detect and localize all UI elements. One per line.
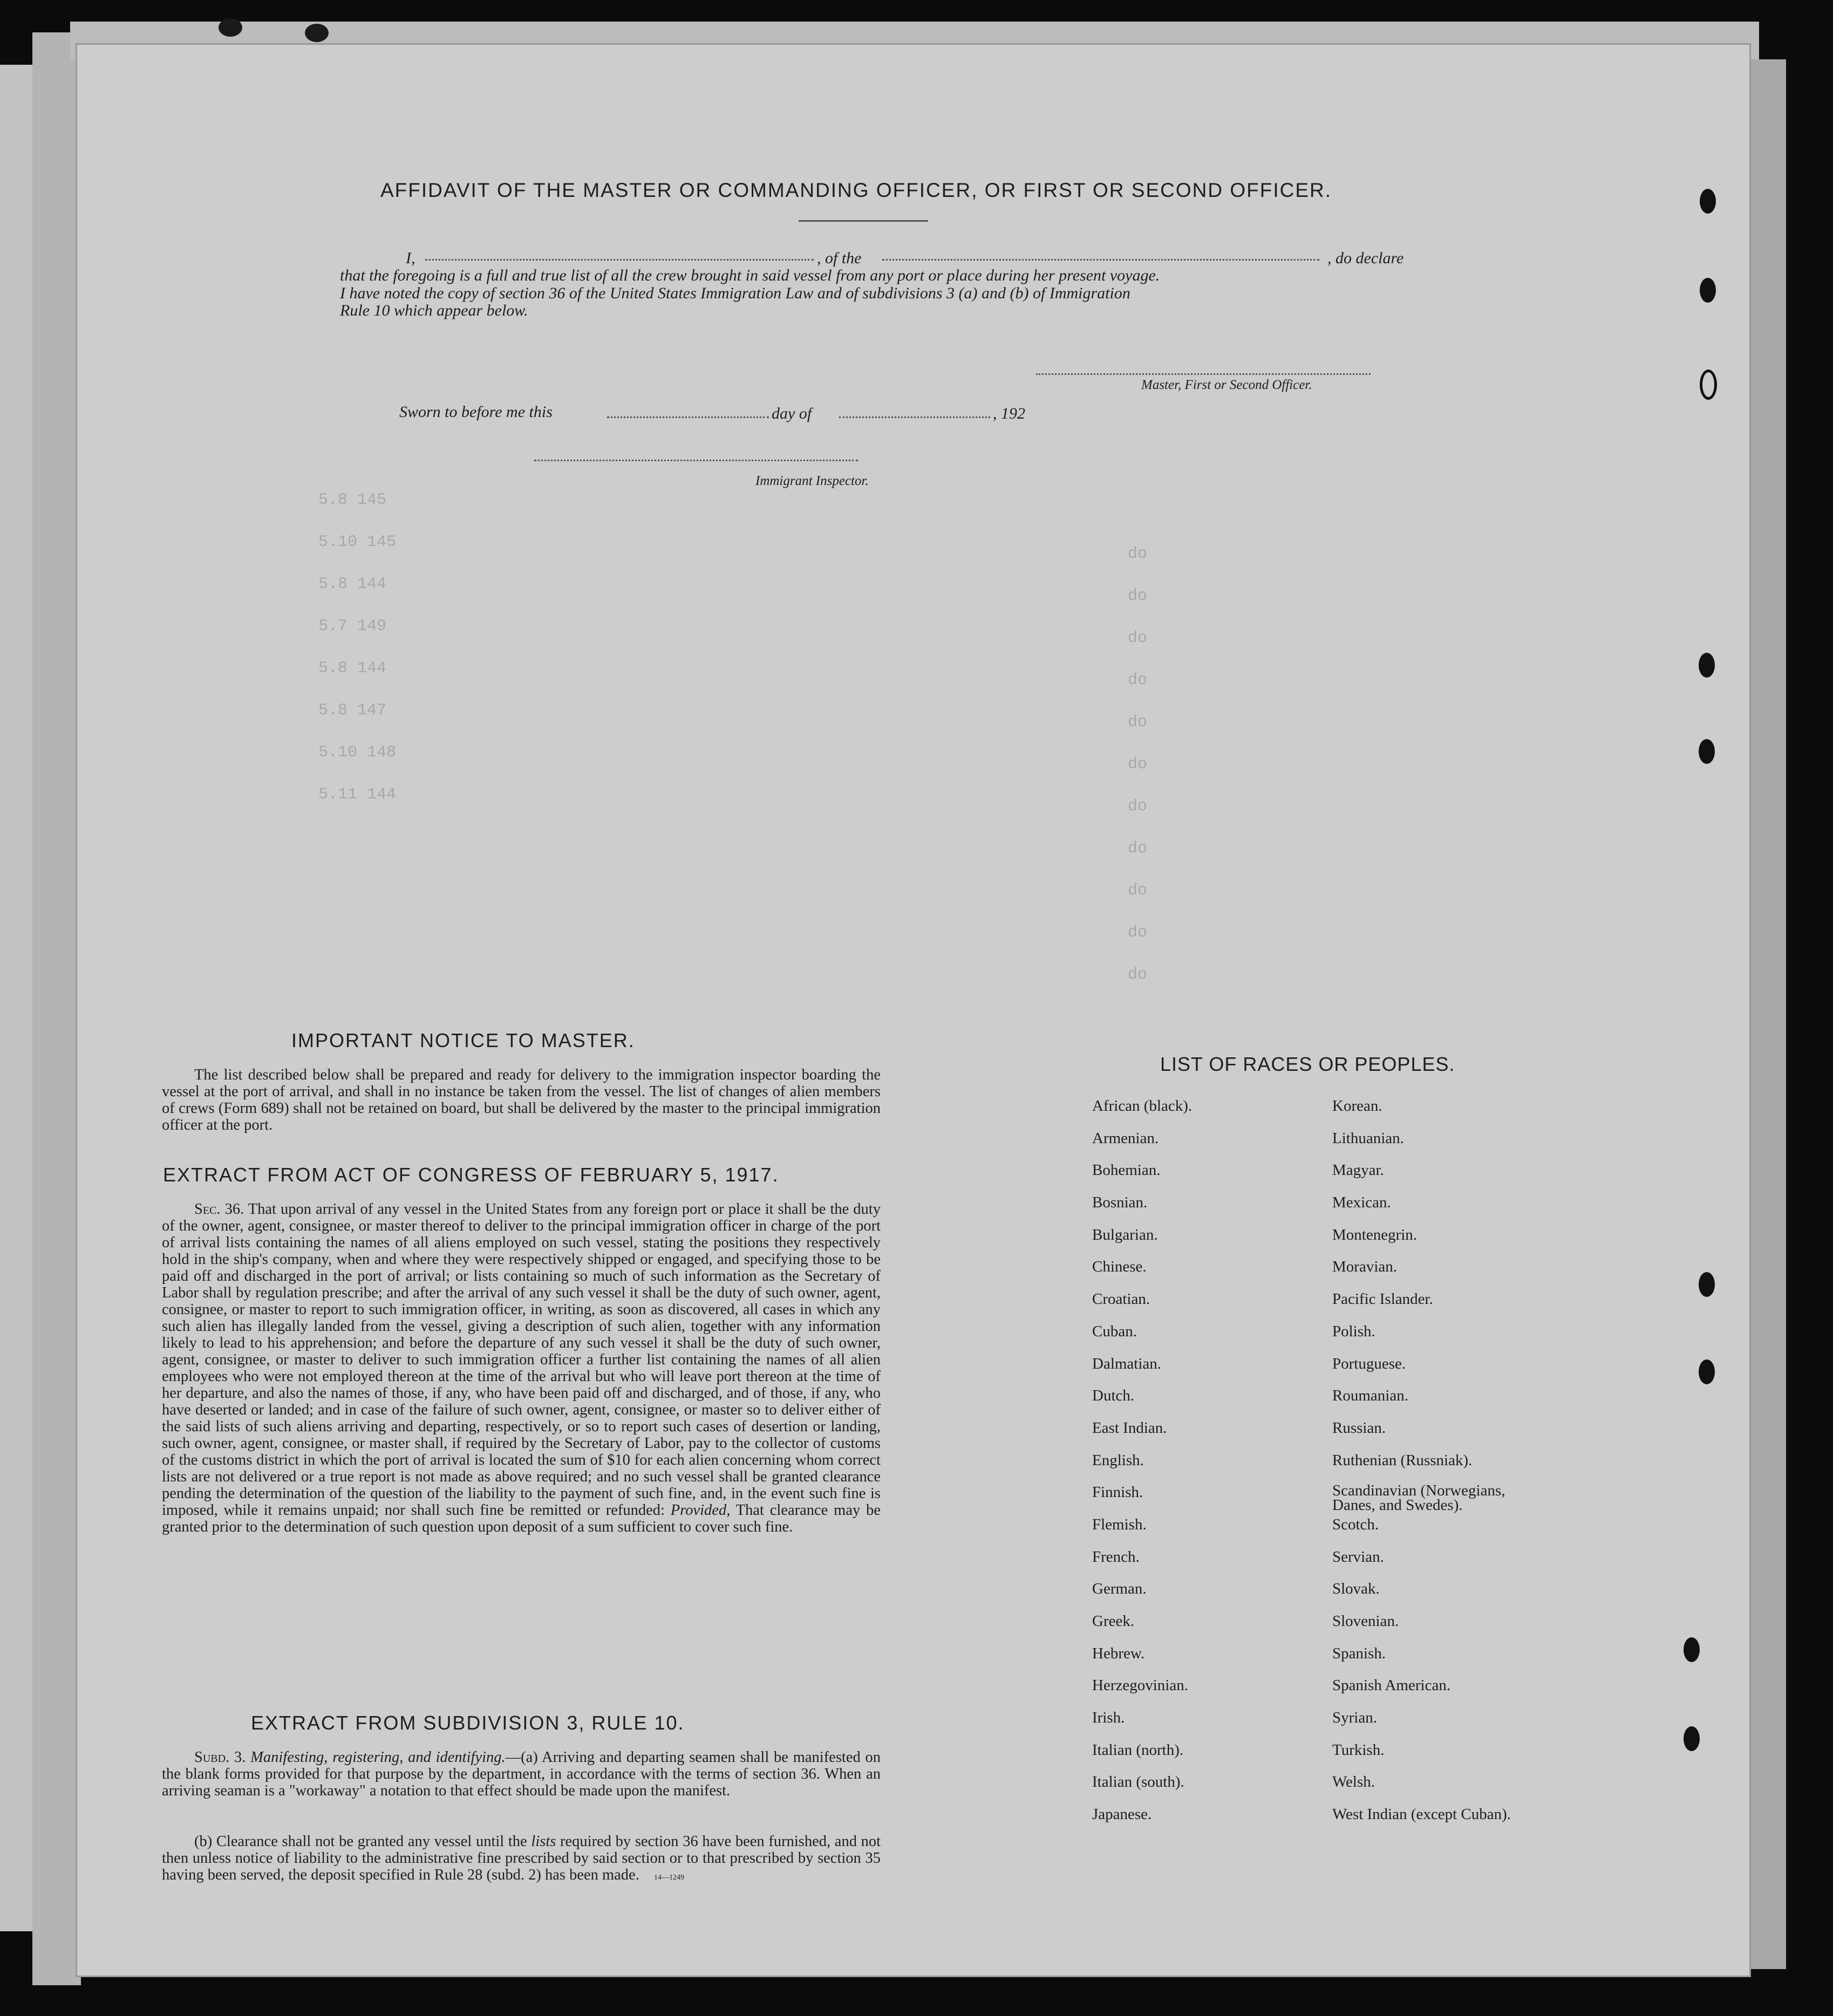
race-row xyxy=(1092,1226,1511,1259)
race-right: Syrian. xyxy=(1332,1709,1377,1727)
race-right: Korean. xyxy=(1332,1097,1382,1115)
rule-heading: Manifesting, registering, and identifying. xyxy=(250,1749,506,1766)
rule-b-body-2: required by section 36 have been furnished, and not then unless notice of liability to the administrative fine prescribed by said section or to that prescribed by section 35 having been served, the deposit specified in Rule 28 (subd. 2) has been made. xyxy=(162,1833,881,1883)
race-row xyxy=(1092,1484,1511,1516)
declare-label: , do declare xyxy=(1327,249,1404,267)
race-left: Herzegovinian. xyxy=(1092,1677,1188,1694)
punch-hole xyxy=(1699,653,1715,678)
punch-hole xyxy=(1699,1272,1715,1297)
race-right: Servian. xyxy=(1332,1548,1384,1566)
race-left: Croatian. xyxy=(1092,1290,1150,1308)
punch-hole xyxy=(1700,370,1717,400)
race-right: Pacific Islander. xyxy=(1332,1290,1433,1308)
back-sheet-left xyxy=(32,32,81,1985)
race-left: Bohemian. xyxy=(1092,1161,1161,1179)
rule-a-text xyxy=(162,1749,881,1799)
punch-hole xyxy=(1699,739,1715,764)
race-left: Flemish. xyxy=(1092,1515,1147,1533)
officer-signature-label: Master, First or Second Officer. xyxy=(1141,378,1312,392)
race-row xyxy=(1092,1355,1511,1388)
punch-hole xyxy=(1700,189,1716,214)
race-row xyxy=(1092,1130,1511,1162)
rule-title: EXTRACT FROM SUBDIVISION 3, RULE 10. xyxy=(251,1712,685,1734)
race-left: French. xyxy=(1092,1548,1140,1566)
race-row xyxy=(1092,1677,1511,1709)
rule-a-body: Arriving and departing seamen shall be manifested on the blank forms provided for that purpose by the department, in accordance with the terms of section 36. When an arriving seaman is a "workaway" a notation to that effect should be made upon the manifest. xyxy=(162,1749,881,1799)
race-left: English. xyxy=(1092,1451,1144,1469)
race-left: Hebrew. xyxy=(1092,1644,1145,1662)
affidavit-line4: Rule 10 which appear below. xyxy=(340,302,528,319)
sworn-month-field[interactable] xyxy=(839,416,990,418)
sworn-day-field[interactable] xyxy=(607,416,769,418)
title-rule xyxy=(799,220,928,222)
race-left: Finnish. xyxy=(1092,1484,1143,1501)
race-row xyxy=(1092,1452,1511,1484)
race-right: Scotch. xyxy=(1332,1515,1379,1533)
race-row xyxy=(1092,1194,1511,1226)
declarant-line xyxy=(406,249,415,268)
race-right: Roumanian. xyxy=(1332,1387,1408,1405)
race-left: Armenian. xyxy=(1092,1129,1159,1147)
act-proviso: Provided, xyxy=(670,1502,731,1519)
affidavit-line3: I have noted the copy of section 36 of the United States Immigration Law and of subdivisions 3 (a) and (b) of Immigration xyxy=(340,284,1130,302)
inspector-signature-field[interactable] xyxy=(534,460,858,461)
race-right: Magyar. xyxy=(1332,1161,1384,1179)
officer-signature-field[interactable] xyxy=(1036,373,1371,375)
race-right: Scandinavian (Norwegians, Danes, and Swedes). xyxy=(1332,1482,1505,1514)
race-right: Portuguese. xyxy=(1332,1355,1406,1372)
rule-subdivision-label: Subd. 3. xyxy=(194,1749,246,1766)
notice-text: The list described below shall be prepared and ready for delivery to the immigration inspector boarding the vessel at the port of arrival, and shall in no instance be taken from the vessel. The list of changes of alien members of crews (Form 689) shall not be retained on board, but shall be delivered by the master to the principal immigration officer at the port. xyxy=(162,1067,881,1133)
race-left: Irish. xyxy=(1092,1709,1125,1727)
race-row xyxy=(1092,1612,1511,1645)
race-left: Dutch. xyxy=(1092,1387,1135,1405)
binder-hole xyxy=(305,24,329,42)
show-through-text: do do do do do do do do do do do xyxy=(1128,545,1148,984)
race-right: Polish. xyxy=(1332,1322,1375,1340)
race-left: Greek. xyxy=(1092,1612,1135,1630)
race-left: East Indian. xyxy=(1092,1419,1167,1437)
act-title: EXTRACT FROM ACT OF CONGRESS OF FEBRUARY 5, 1917. xyxy=(163,1164,779,1186)
declarant-name-field[interactable] xyxy=(425,259,814,261)
of-the-label: , of the xyxy=(817,249,862,267)
races-table xyxy=(1092,1097,1511,1838)
act-text xyxy=(162,1201,881,1535)
punch-hole xyxy=(1684,1637,1700,1662)
under-sheet-edge xyxy=(0,65,32,1931)
race-row xyxy=(1092,1741,1511,1774)
race-right: Spanish American. xyxy=(1332,1677,1451,1694)
race-row xyxy=(1092,1773,1511,1806)
notice-title: IMPORTANT NOTICE TO MASTER. xyxy=(291,1029,635,1051)
race-row xyxy=(1092,1548,1511,1581)
form-number: 14—1249 xyxy=(653,1874,684,1882)
show-through-text: 5.8 145 5.10 145 5.8 144 5.7 149 5.8 144 5.8 147 5.10 148 5.11 144 xyxy=(318,491,397,804)
affidavit-title: AFFIDAVIT OF THE MASTER OR COMMANDING OFFICER, OR FIRST OR SECOND OFFICER. xyxy=(380,179,1332,201)
rule-b-label: (b) xyxy=(194,1833,213,1850)
act-section-label: Sec. 36. xyxy=(194,1201,244,1218)
i-label: I, xyxy=(406,249,415,267)
race-right: Welsh. xyxy=(1332,1773,1375,1791)
day-of-label: day of xyxy=(772,405,812,422)
rule-b-text xyxy=(162,1833,881,1886)
race-left: Cuban. xyxy=(1092,1322,1137,1340)
race-row xyxy=(1092,1806,1511,1838)
rule-a-label: —(a) xyxy=(505,1749,538,1766)
affidavit-line2: that the foregoing is a full and true list of all the crew brought in said vessel from any port or place during her present voyage. xyxy=(340,266,1160,284)
race-left: German. xyxy=(1092,1580,1147,1598)
race-left: Italian (north). xyxy=(1092,1741,1184,1759)
race-left: Dalmatian. xyxy=(1092,1355,1162,1372)
act-body: That upon arrival of any vessel in the United States from any foreign port or place it shall be the duty of the owner, agent, consignee, or master thereof to deliver to the principal immigration officer in charge of the port of arrival lists containing the names of all aliens employed on such vessel, stating the positions they respectively hold in the ship's company, when and where they were respectively shipped or engaged, and specifying those to be paid off and discharged in the port of arrival; or lists containing so much of such information as the Secretary of Labor shall by regulation prescribe; and after the arrival of any such vessel it shall be the duty of such owner, agent, consignee, or master to report to such immigration officer, in writing, as soon as discovered, all cases in which any such alien has illegally landed from the vessel, giving a description of such alien, together with any information likely to lead to his apprehension; and before the departure of any such vessel it shall be the duty of such owner, agent, consignee, or master to deliver to such immigration officer a further list containing the names of all alien employees who were not employed thereon at the time of the arrival but who will leave port thereon at the time of her departure, and also the names of those, if any, who have been paid off and discharged, and of those, if any, who have deserted or landed; and in case of the failure of such owner, agent, consignee, or master so to deliver either of the said lists of such aliens arriving and departing, respectively, or so to report such cases of desertion or landing, such owner, agent, consignee, or master shall, if required by the Secretary of Labor, pay to the collector of customs of the customs district in which the port of arrival is located the sum of $10 for each alien concerning whom correct lists are not delivered or a true report is not made as above required; and no such vessel shall be granted clearance pending the determination of the question of the liability to the payment of such fine, and, in the event such fine is imposed, while it remains unpaid; nor shall such fine be remitted or refunded: xyxy=(162,1201,881,1519)
race-right: Moravian. xyxy=(1332,1258,1397,1276)
sworn-label: Sworn to before me this xyxy=(399,403,553,421)
race-right: Slovenian. xyxy=(1332,1612,1399,1630)
race-left: Bosnian. xyxy=(1092,1194,1148,1212)
race-row xyxy=(1092,1161,1511,1194)
race-right: Spanish. xyxy=(1332,1644,1386,1662)
race-row xyxy=(1092,1516,1511,1548)
races-title: LIST OF RACES OR PEOPLES. xyxy=(1160,1053,1455,1075)
race-left: Italian (south). xyxy=(1092,1773,1184,1791)
race-row xyxy=(1092,1645,1511,1677)
race-row xyxy=(1092,1290,1511,1323)
act-body-end: That clearance may be granted prior to the determination of such question upon deposit of a sum sufficient to cover such fine. xyxy=(162,1502,881,1535)
race-row xyxy=(1092,1097,1511,1130)
race-right: Montenegrin. xyxy=(1332,1226,1418,1243)
rule-b-body-1: Clearance shall not be granted any vessel until the xyxy=(216,1833,527,1850)
year-label: , 192 xyxy=(993,405,1025,422)
binder-hole xyxy=(219,18,242,37)
punch-hole xyxy=(1684,1726,1700,1751)
race-row xyxy=(1092,1387,1511,1419)
race-right: Turkish. xyxy=(1332,1741,1385,1759)
race-left: Bulgarian. xyxy=(1092,1226,1158,1243)
race-row xyxy=(1092,1323,1511,1355)
rule-b-lists: lists xyxy=(531,1833,556,1850)
race-left: Chinese. xyxy=(1092,1258,1147,1276)
race-left: African (black). xyxy=(1092,1097,1193,1115)
race-right: West Indian (except Cuban). xyxy=(1332,1806,1511,1823)
race-right: Ruthenian (Russniak). xyxy=(1332,1451,1473,1469)
race-row xyxy=(1092,1258,1511,1290)
vessel-name-field[interactable] xyxy=(882,259,1319,261)
race-right: Lithuanian. xyxy=(1332,1129,1404,1147)
race-row xyxy=(1092,1419,1511,1452)
race-right: Russian. xyxy=(1332,1419,1386,1437)
race-right: Slovak. xyxy=(1332,1580,1380,1598)
punch-hole xyxy=(1700,278,1716,303)
punch-hole xyxy=(1699,1359,1715,1384)
race-row xyxy=(1092,1580,1511,1612)
race-row xyxy=(1092,1709,1511,1741)
inspector-label: Immigrant Inspector. xyxy=(755,474,869,488)
race-left: Japanese. xyxy=(1092,1806,1152,1823)
race-right: Mexican. xyxy=(1332,1194,1391,1212)
